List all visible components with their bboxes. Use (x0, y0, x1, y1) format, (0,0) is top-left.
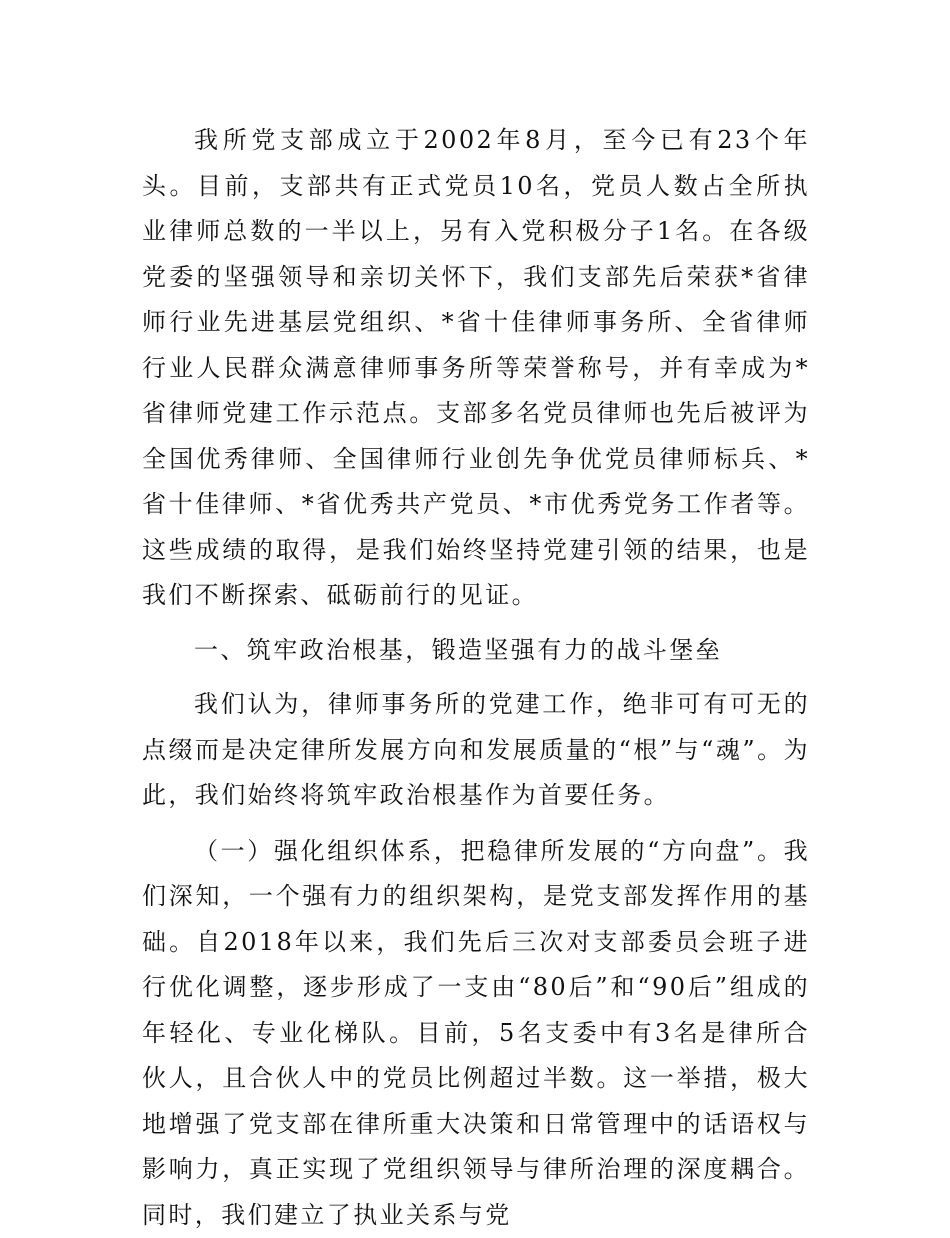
paragraph-section-1-intro: 我们认为，律师事务所的党建工作，绝非可有可无的点缀而是决定律所发展方向和发展质量的“根”与“魂”。为此，我们始终将筑牢政治根基作为首要任务。 (142, 682, 810, 819)
section-heading-1: 一、筑牢政治根基，锻造坚强有力的战斗堡垒 (142, 628, 810, 674)
paragraph-intro: 我所党支部成立于2002年8月，至今已有23个年头。目前，支部共有正式党员10名，党员人数占全所执业律师总数的一半以上，另有入党积极分子1名。在各级党委的坚强领导和亲切关怀下，我们支部先后荣获*省律师行业先进基层党组织、*省十佳律师事务所、全省律师行业人民群众满意律师事务所等荣誉称号，并有幸成为*省律师党建工作示范点。支部多名党员律师也先后被评为全国优秀律师、全国律师行业创先争优党员律师标兵、*省十佳律师、*省优秀共产党员、*市优秀党务工作者等。这些成绩的取得，是我们始终坚持党建引领的结果，也是我们不断探索、砥砺前行的见证。 (142, 118, 810, 619)
paragraph-subsection-1: （一）强化组织体系，把稳律所发展的“方向盘”。我们深知，一个强有力的组织架构，是党支部发挥作用的基础。自2018年以来，我们先后三次对支部委员会班子进行优化调整，逐步形成了一支由“80后”和“90后”组成的年轻化、专业化梯队。目前，5名支委中有3名是律所合伙人，且合伙人中的党员比例超过半数。这一举措，极大地增强了党支部在律所重大决策和日常管理中的话语权与影响力，真正实现了党组织领导与律所治理的深度耦合。同时，我们建立了执业关系与党 (142, 829, 810, 1238)
document-body (142, 118, 810, 1238)
